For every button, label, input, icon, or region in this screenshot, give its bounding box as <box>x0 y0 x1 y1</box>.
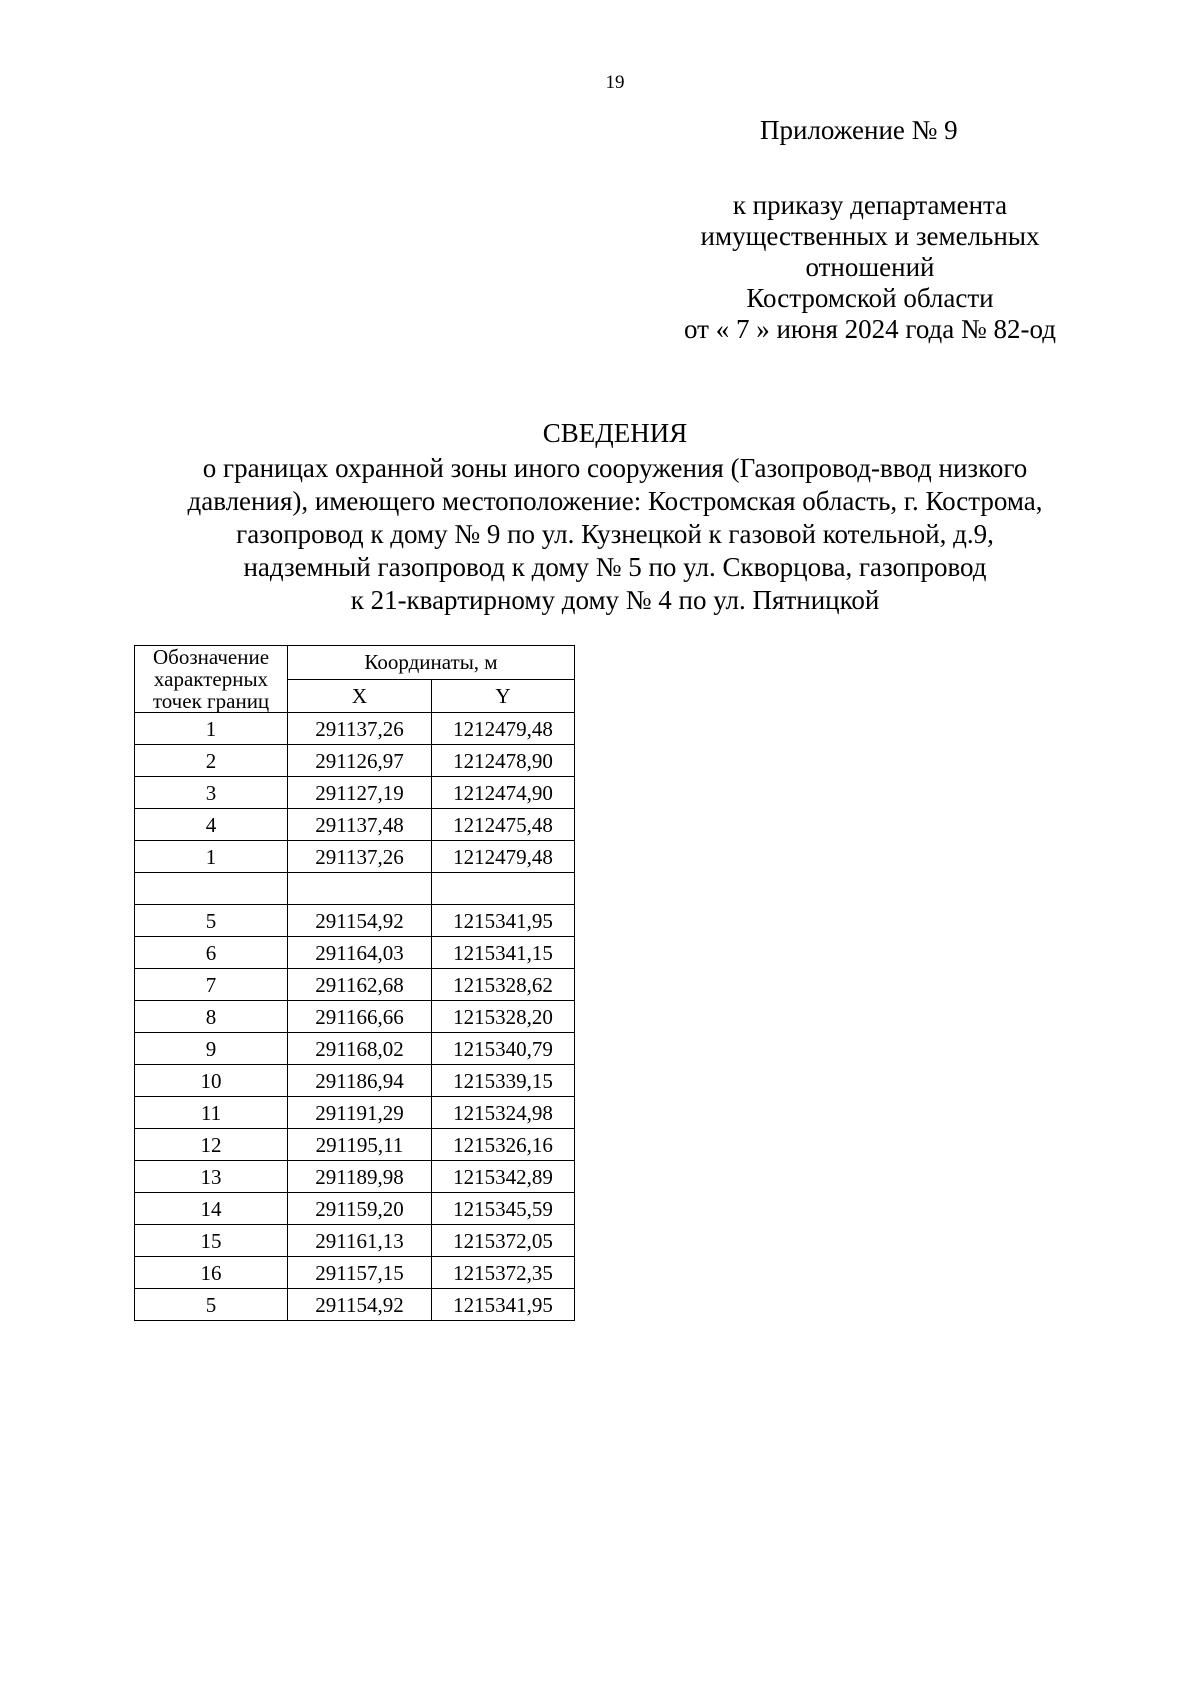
x-coordinate-cell: 291126,97 <box>288 745 432 777</box>
y-coordinate-cell: 1212479,48 <box>432 841 575 873</box>
coordinates-table-body <box>135 713 575 1321</box>
point-number-cell: 13 <box>135 1161 288 1193</box>
point-number-cell: 1 <box>135 841 288 873</box>
subheading-line: давления), имеющего местоположение: Костромская область, г. Кострома, <box>187 486 1043 516</box>
y-coordinate-cell: 1215326,16 <box>432 1129 575 1161</box>
point-number-cell: 15 <box>135 1225 288 1257</box>
y-coordinate-cell: 1215372,35 <box>432 1257 575 1289</box>
y-coordinate-cell <box>432 873 575 905</box>
x-coordinate-cell: 291154,92 <box>288 1289 432 1321</box>
table-row <box>135 873 575 905</box>
table-row <box>135 969 575 1001</box>
table-row <box>135 905 575 937</box>
x-coordinate-cell: 291154,92 <box>288 905 432 937</box>
x-coordinate-cell <box>288 873 432 905</box>
table-row <box>135 1065 575 1097</box>
table-row <box>135 745 575 777</box>
x-coordinate-cell: 291189,98 <box>288 1161 432 1193</box>
point-number-cell: 5 <box>135 905 288 937</box>
y-coordinate-cell: 1215341,95 <box>432 905 575 937</box>
subheading-line: надземный газопровод к дому № 5 по ул. Скворцова, газопровод <box>243 552 987 582</box>
table-row <box>135 713 575 745</box>
y-coordinate-cell: 1212478,90 <box>432 745 575 777</box>
x-coordinate-cell: 291168,02 <box>288 1033 432 1065</box>
subheading-line: о границах охранной зоны иного сооружения (Газопровод-ввод низкого <box>202 453 1028 483</box>
point-number-cell: 14 <box>135 1193 288 1225</box>
point-number-cell: 7 <box>135 969 288 1001</box>
document-subheading <box>100 452 1130 617</box>
y-coordinate-cell: 1215324,98 <box>432 1097 575 1129</box>
x-coordinate-cell: 291162,68 <box>288 969 432 1001</box>
y-coordinate-cell: 1215372,05 <box>432 1225 575 1257</box>
point-number-cell: 6 <box>135 937 288 969</box>
x-coordinate-cell: 291157,15 <box>288 1257 432 1289</box>
x-coordinate-cell: 291186,94 <box>288 1065 432 1097</box>
table-row <box>135 1161 575 1193</box>
page-number: 19 <box>605 72 625 93</box>
y-coordinate-cell: 1212475,48 <box>432 809 575 841</box>
point-number-cell: 8 <box>135 1001 288 1033</box>
x-coordinate-cell: 291127,19 <box>288 777 432 809</box>
point-number-cell: 2 <box>135 745 288 777</box>
point-number-cell: 9 <box>135 1033 288 1065</box>
table-row <box>135 777 575 809</box>
point-number-cell: 4 <box>135 809 288 841</box>
x-coordinate-cell: 291137,26 <box>288 841 432 873</box>
table-row <box>135 1289 575 1321</box>
table-row <box>135 1129 575 1161</box>
document-heading: СВЕДЕНИЯ <box>542 418 688 448</box>
point-number-cell: 10 <box>135 1065 288 1097</box>
y-coordinate-cell: 1215328,62 <box>432 969 575 1001</box>
y-coordinate-cell: 1212479,48 <box>432 713 575 745</box>
coordinates-column-header: Координаты, м <box>288 646 575 680</box>
point-number-cell: 5 <box>135 1289 288 1321</box>
y-coordinate-cell: 1215342,89 <box>432 1161 575 1193</box>
order-reference-line: имущественных и земельных <box>700 221 1040 251</box>
table-row <box>135 1225 575 1257</box>
table-row <box>135 841 575 873</box>
appendix-title: Приложение № 9 <box>760 115 958 145</box>
subheading-line: к 21-квартирному дому № 4 по ул. Пятницкой <box>350 585 880 615</box>
x-coordinate-cell: 291159,20 <box>288 1193 432 1225</box>
order-reference-line: к приказу департамента <box>732 190 1008 220</box>
x-coordinate-cell: 291195,11 <box>288 1129 432 1161</box>
x-coordinate-cell: 291137,26 <box>288 713 432 745</box>
table-row <box>135 809 575 841</box>
y-column-header: Y <box>432 679 575 713</box>
y-coordinate-cell: 1215328,20 <box>432 1001 575 1033</box>
x-coordinate-cell: 291161,13 <box>288 1225 432 1257</box>
y-coordinate-cell: 1215341,95 <box>432 1289 575 1321</box>
subheading-line: газопровод к дому № 9 по ул. Кузнецкой к газовой котельной, д.9, <box>236 519 994 549</box>
table-row <box>135 1097 575 1129</box>
point-number-cell: 16 <box>135 1257 288 1289</box>
order-reference-line: от « 7 » июня 2024 года № 82-од <box>684 314 1056 344</box>
point-number-cell: 12 <box>135 1129 288 1161</box>
point-number-cell: 11 <box>135 1097 288 1129</box>
y-coordinate-cell: 1212474,90 <box>432 777 575 809</box>
table-row <box>135 1001 575 1033</box>
coordinates-table <box>134 645 575 1321</box>
x-coordinate-cell: 291164,03 <box>288 937 432 969</box>
x-column-header: X <box>288 679 432 713</box>
x-coordinate-cell: 291191,29 <box>288 1097 432 1129</box>
y-coordinate-cell: 1215341,15 <box>432 937 575 969</box>
order-reference-line: Костромской области <box>746 283 994 313</box>
order-reference-line: отношений <box>805 252 935 282</box>
x-coordinate-cell: 291137,48 <box>288 809 432 841</box>
y-coordinate-cell: 1215340,79 <box>432 1033 575 1065</box>
point-number-cell <box>135 873 288 905</box>
table-row <box>135 937 575 969</box>
table-row <box>135 1033 575 1065</box>
points-column-header: Обозначение характерных точек границ <box>135 646 288 713</box>
y-coordinate-cell: 1215339,15 <box>432 1065 575 1097</box>
y-coordinate-cell: 1215345,59 <box>432 1193 575 1225</box>
order-reference <box>640 190 1100 345</box>
table-row <box>135 1193 575 1225</box>
x-coordinate-cell: 291166,66 <box>288 1001 432 1033</box>
point-number-cell: 3 <box>135 777 288 809</box>
point-number-cell: 1 <box>135 713 288 745</box>
table-row <box>135 1257 575 1289</box>
